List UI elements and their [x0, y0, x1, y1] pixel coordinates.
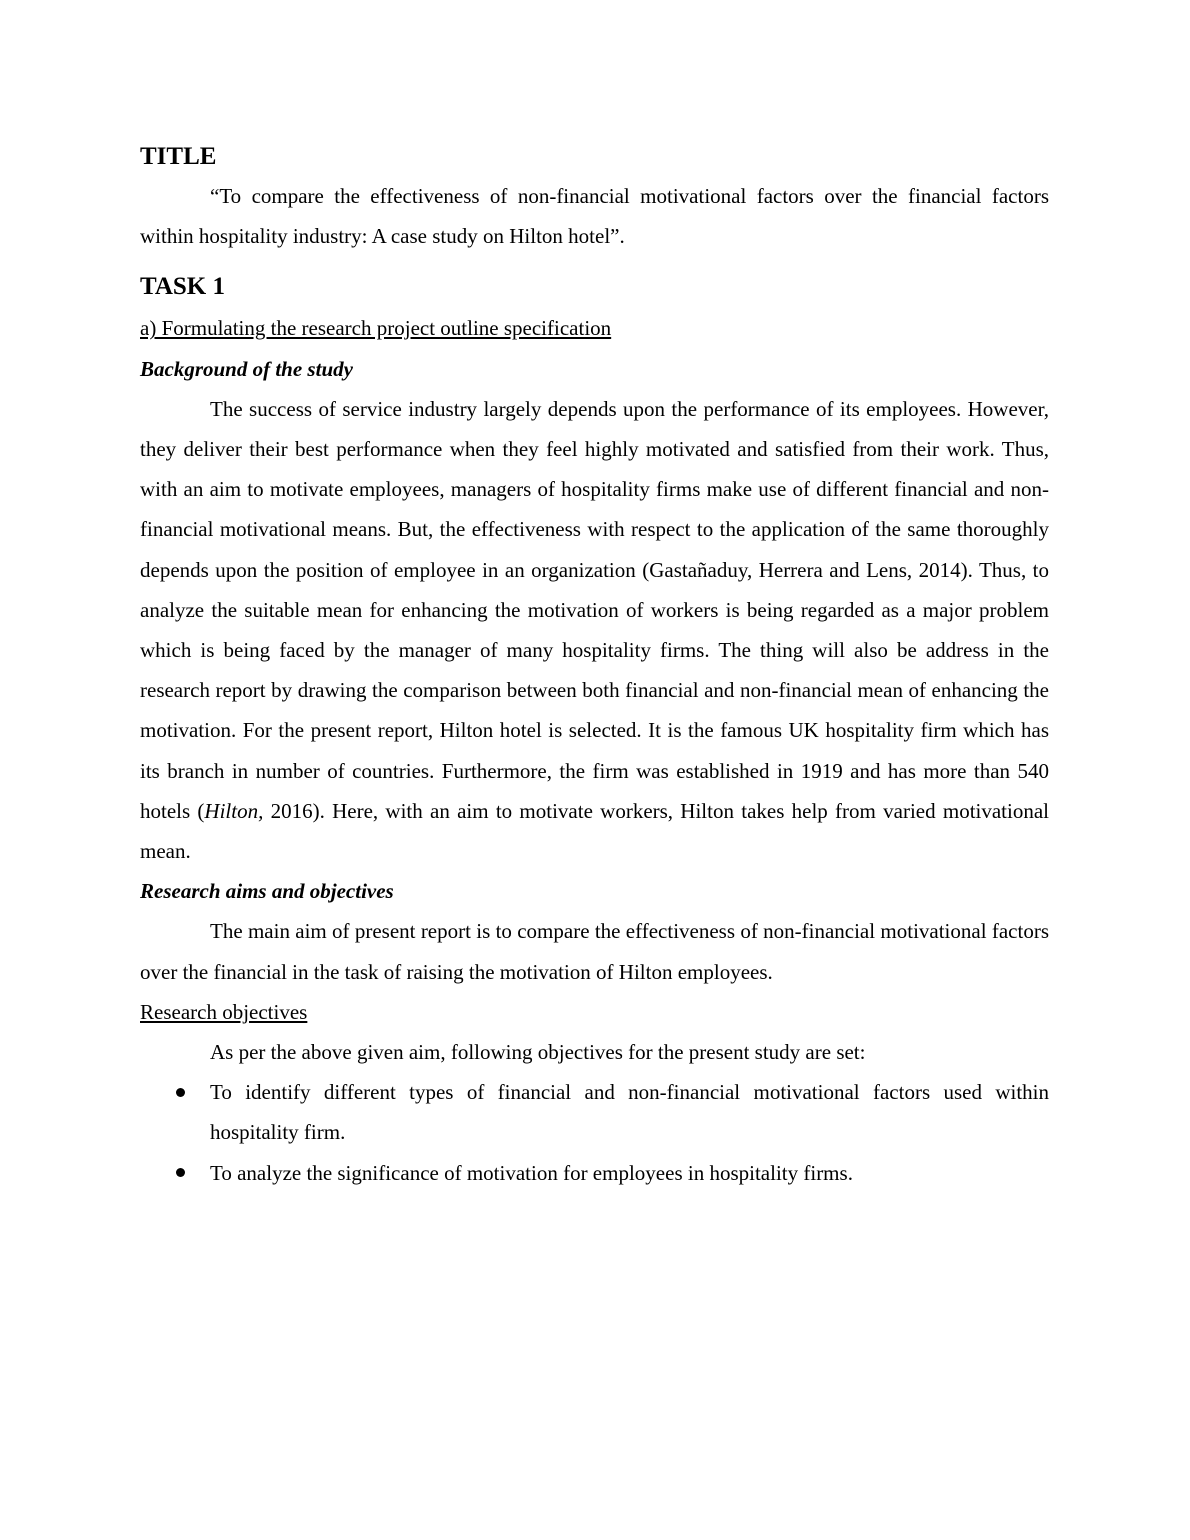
- objectives-list: [140, 1072, 1049, 1193]
- background-citation: Hilton,: [204, 798, 264, 823]
- list-item: [140, 1072, 1049, 1152]
- section-a-heading: a) Formulating the research project outline specification: [140, 316, 612, 341]
- title-heading: TITLE: [140, 143, 217, 170]
- aims-paragraph: The main aim of present report is to compare the effectiveness of non-financial motivational factors over the financial in the task of raising the motivation of Hilton employees.: [140, 919, 1049, 984]
- list-item: [140, 1153, 1049, 1193]
- background-paragraph: [140, 389, 1049, 871]
- task-heading: TASK 1: [140, 273, 225, 301]
- objective-text: To analyze the significance of motivation for employees in hospitality firms.: [210, 1160, 853, 1185]
- background-text-part1: The success of service industry largely depends upon the performance of its employees. However, they deliver their best performance when they feel highly motivated and satisfied from their work. Thus, with an aim to motivate employees, managers of hospitality firms make use of different financial and non-financial motivational means. But, the effectiveness with respect to the application of the same thoroughly depends upon the position of employee in an organization (Gastañaduy, Herrera and Lens, 2014). Thus, to analyze the suitable mean for enhancing the motivation of workers is being regarded as a major problem which is being faced by the manager of many hospitality firms. The thing will also be address in the research report by drawing the comparison between both financial and non-financial mean of enhancing the motivation. For the present report, Hilton hotel is selected. It is the famous UK hospitality firm which has its branch in number of countries. Furthermore, the firm was established in 1919 and has more than 540 hotels (: [140, 396, 1049, 823]
- objectives-heading: Research objectives: [140, 999, 308, 1024]
- background-heading: Background of the study: [140, 356, 353, 381]
- bullet-icon: [174, 1072, 186, 1112]
- objective-text: To identify different types of financial and non-financial motivational factors used within hospitality firm.: [210, 1080, 1049, 1145]
- document-page: [140, 138, 1049, 1193]
- objectives-intro: As per the above given aim, following objectives for the present study are set:: [210, 1040, 866, 1065]
- aims-heading: Research aims and objectives: [140, 879, 394, 904]
- background-text-part2: 2016). Here, with an aim to motivate workers, Hilton takes help from varied motivational mean.: [140, 798, 1050, 864]
- title-text: “To compare the effectiveness of non-financial motivational factors over the financial factors within hospitality industry: A case study on Hilton hotel”.: [140, 184, 1049, 249]
- bullet-icon: [174, 1153, 186, 1193]
